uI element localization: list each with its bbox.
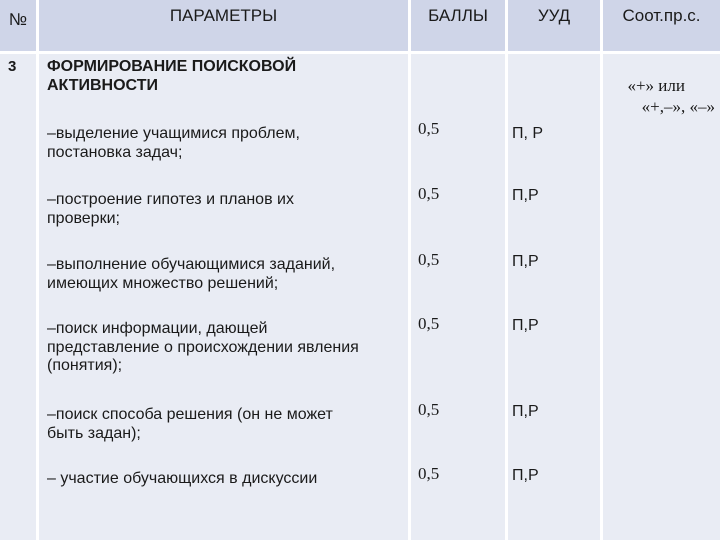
points-value: 0,5 — [418, 250, 440, 269]
points-value: 0,5 — [418, 400, 440, 419]
points-value: 0,5 — [418, 119, 440, 138]
list-item: –построение гипотез и планов их проверки; — [47, 191, 294, 227]
section-number: 3 — [8, 58, 17, 75]
column-divider — [36, 0, 39, 540]
points-value: 0,5 — [418, 314, 440, 333]
header-number: № — [8, 10, 28, 29]
header-uud: УУД — [537, 6, 571, 25]
list-item: – участие обучающихся в дискуссии — [47, 470, 318, 487]
uud-value: П,Р — [512, 253, 539, 270]
list-item: –выделение учащимися проблем, постановка задач; — [47, 125, 300, 161]
uud-value: П, Р — [512, 125, 544, 142]
list-item: –выполнение обучающимися заданий, имеющих множество решений; — [47, 256, 336, 292]
uud-value: П,Р — [512, 467, 539, 484]
list-item: –поиск информации, дающей представление о происхождении явления (понятия); — [47, 320, 359, 375]
header-divider — [0, 51, 720, 54]
points-value: 0,5 — [418, 464, 440, 483]
points-value: 0,5 — [418, 184, 440, 203]
match-note: «+» или «+,–», «–» — [627, 76, 715, 116]
uud-value: П,Р — [512, 187, 539, 204]
uud-value: П,Р — [512, 403, 539, 420]
list-item: –поиск способа решения (он не может быть задан); — [47, 406, 333, 442]
column-divider — [408, 0, 411, 540]
section-title: ФОРМИРОВАНИЕ ПОИСКОВОЙ АКТИВНОСТИ — [47, 58, 297, 94]
column-divider — [505, 0, 508, 540]
header-points: БАЛЛЫ — [428, 6, 488, 25]
uud-value: П,Р — [512, 317, 539, 334]
header-match: Соот.пр.с. — [622, 6, 701, 25]
header-parameters: ПАРАМЕТРЫ — [169, 6, 278, 25]
